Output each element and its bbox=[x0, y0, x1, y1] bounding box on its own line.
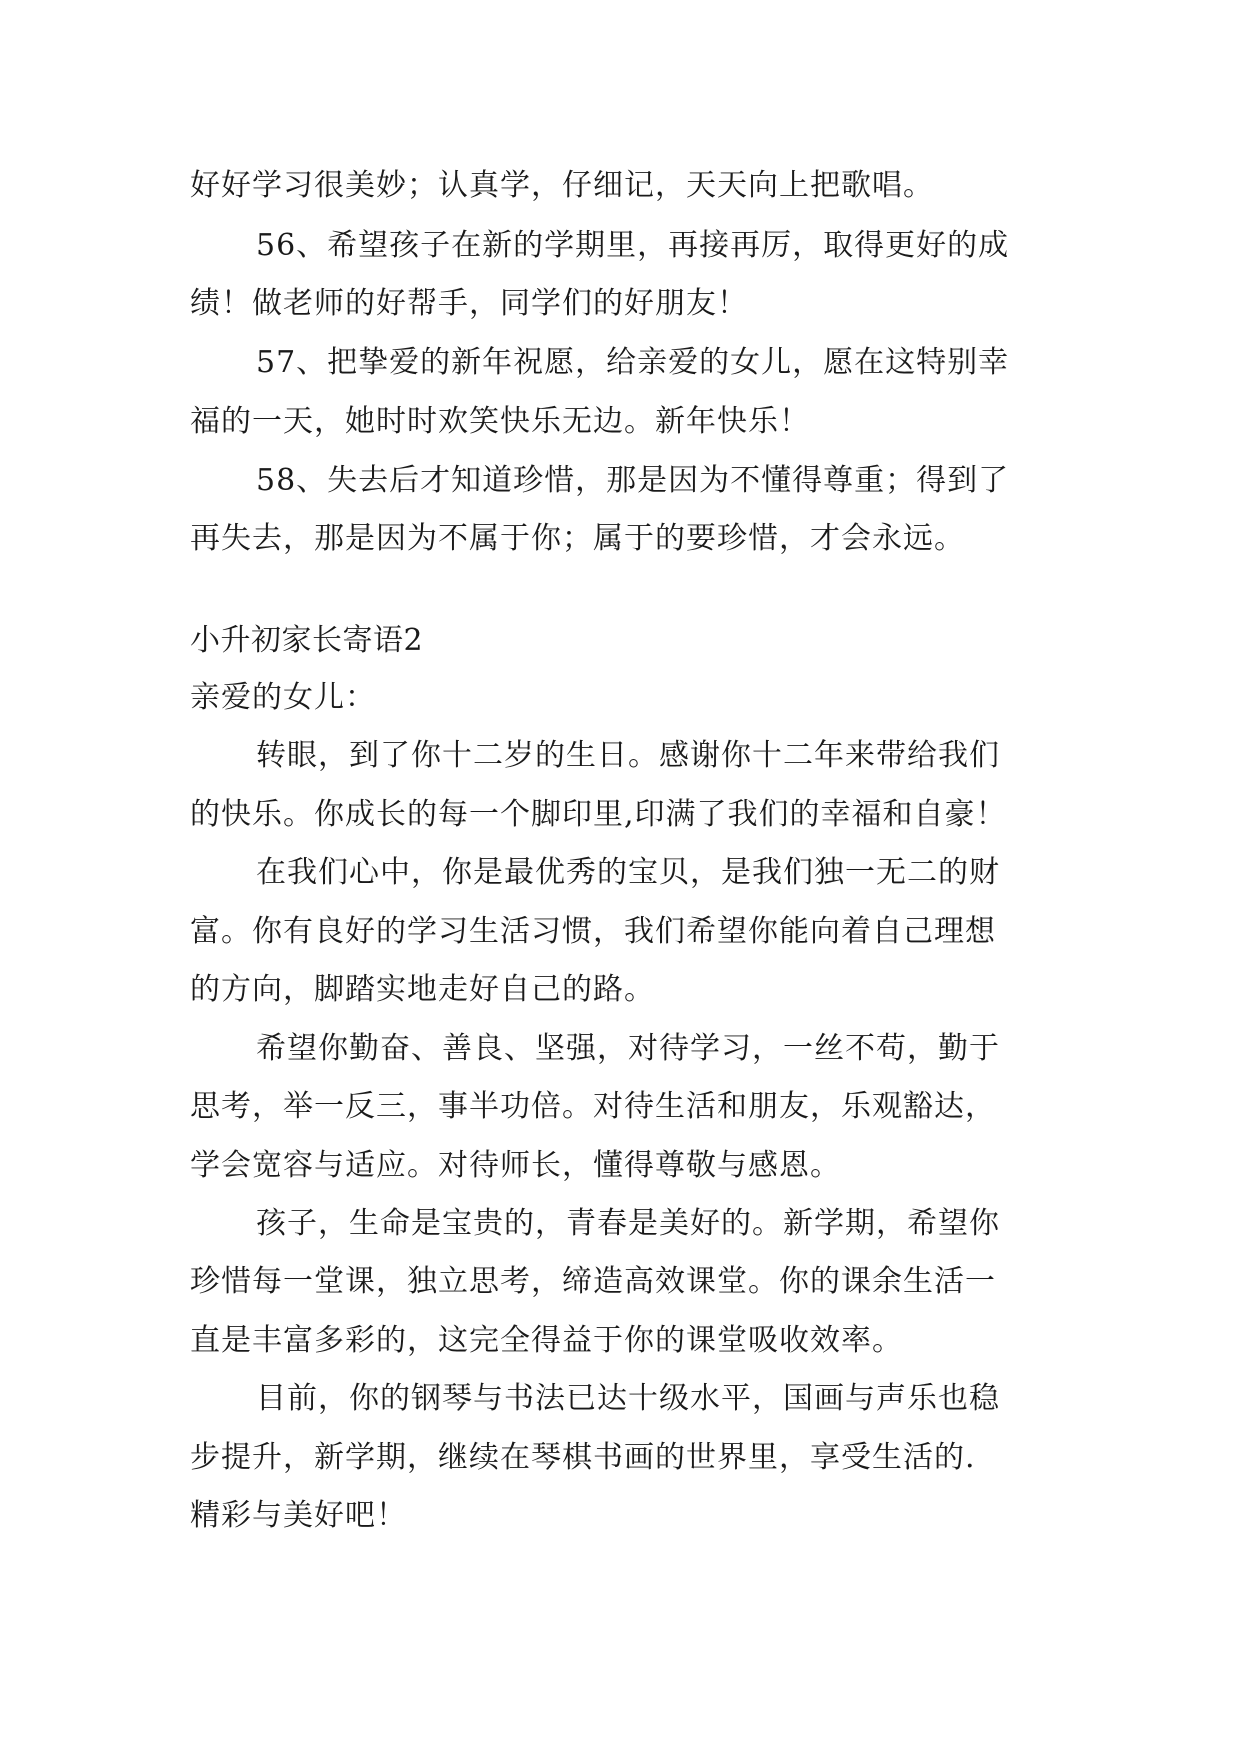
text-line: 直是丰富多彩的，这完全得益于你的课堂吸收效率。 bbox=[190, 1323, 903, 1358]
text-line: 精彩与美好吧！ bbox=[190, 1498, 407, 1533]
text-line: 在我们心中，你是最优秀的宝贝，是我们独一无二的财 bbox=[256, 855, 1000, 890]
text-line: 目前，你的钢琴与书法已达十级水平，国画与声乐也稳 bbox=[256, 1381, 1000, 1416]
text-line: 的方向，脚踏实地走好自己的路。 bbox=[190, 972, 655, 1007]
text-line: 福的一天，她时时欢笑快乐无边。新年快乐！ bbox=[190, 404, 810, 439]
text-line: 绩！做老师的好帮手，同学们的好朋友！ bbox=[190, 286, 748, 321]
text-line: 孩子，生命是宝贵的，青春是美好的。新学期，希望你 bbox=[256, 1206, 1000, 1241]
text-line: 珍惜每一堂课，独立思考，缔造高效课堂。你的课余生活一 bbox=[190, 1264, 996, 1299]
text-line: 好好学习很美妙；认真学，仔细记，天天向上把歌唱。 bbox=[190, 168, 934, 203]
text-line: 思考，举一反三，事半功倍。对待生活和朋友，乐观豁达， bbox=[190, 1089, 996, 1124]
text-line: 学会宽容与适应。对待师长，懂得尊敬与感恩。 bbox=[190, 1148, 841, 1183]
text-line: 58、失去后才知道珍惜，那是因为不懂得尊重；得到了 bbox=[256, 463, 1010, 498]
text-line: 希望你勤奋、善良、坚强，对待学习，一丝不苟，勤于 bbox=[256, 1031, 1000, 1066]
text-line: 56、希望孩子在新的学期里，再接再厉，取得更好的成 bbox=[256, 228, 1010, 263]
text-line: 的快乐。你成长的每一个脚印里,印满了我们的幸福和自豪！ bbox=[190, 797, 1007, 832]
salutation: 亲爱的女儿： bbox=[190, 680, 376, 715]
text-line: 再失去，那是因为不属于你；属于的要珍惜，才会永远。 bbox=[190, 521, 965, 556]
section-heading: 小升初家长寄语2 bbox=[190, 623, 424, 658]
text-line: 57、把挚爱的新年祝愿，给亲爱的女儿，愿在这特别幸 bbox=[256, 345, 1010, 380]
text-line: 转眼，到了你十二岁的生日。感谢你十二年来带给我们 bbox=[256, 738, 1000, 773]
text-line: 步提升，新学期，继续在琴棋书画的世界里，享受生活的. bbox=[190, 1440, 976, 1475]
text-line: 富。你有良好的学习生活习惯，我们希望你能向着自己理想 bbox=[190, 914, 996, 949]
